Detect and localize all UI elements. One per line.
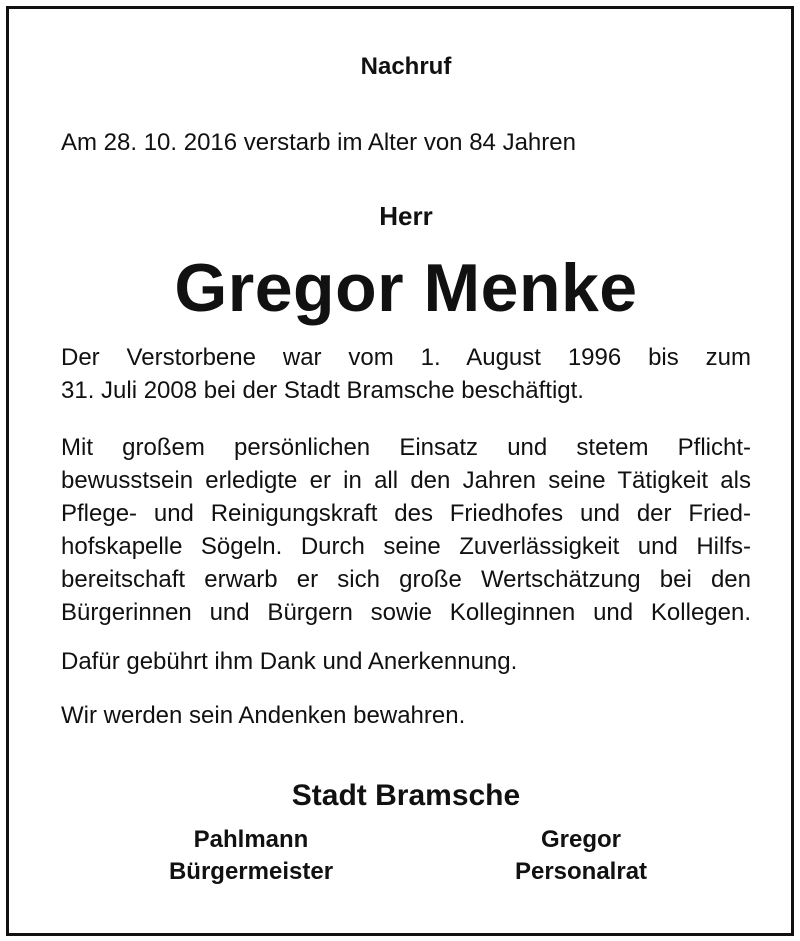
signatory-name: Pahlmann: [193, 826, 309, 853]
paragraph-line: Mit großem persönlichen Einsatz und stetem Pflicht-: [61, 434, 751, 461]
paragraph-line: 31. Juli 2008 bei der Stadt Bramsche beschäftigt.: [61, 377, 584, 404]
obituary-heading: Nachruf: [360, 53, 452, 80]
paragraph-line: hofskapelle Sögeln. Durch seine Zuverlässigkeit und Hilfs-: [61, 533, 751, 560]
remembrance-paragraph: Wir werden sein Andenken bewahren.: [61, 702, 466, 729]
tribute-paragraph: [61, 431, 751, 629]
employment-paragraph: [61, 341, 751, 407]
paragraph-line: bewusstsein erledigte er in all den Jahren seine Tätigkeit als: [61, 467, 751, 494]
signatory-staff-council: [451, 824, 711, 888]
death-notice-line: Am 28. 10. 2016 verstarb im Alter von 84 Jahren: [61, 129, 576, 156]
gratitude-paragraph: Dafür gebührt ihm Dank und Anerkennung.: [61, 648, 518, 675]
signatory-role: Personalrat: [514, 858, 648, 885]
paragraph-line: bereitschaft erwarb er sich große Wertschätzung bei den: [61, 566, 751, 593]
paragraph-line: Der Verstorbene war vom 1. August 1996 bis zum: [61, 344, 751, 371]
deceased-name: Gregor Menke: [174, 250, 638, 326]
organization-name: Stadt Bramsche: [291, 779, 521, 812]
signatory-mayor: [121, 824, 381, 888]
signatory-role: Bürgermeister: [168, 858, 334, 885]
signatory-name: Gregor: [540, 826, 621, 853]
salutation: Herr: [379, 201, 433, 231]
paragraph-line: Pflege- und Reinigungskraft des Friedhofes und der Fried-: [61, 500, 751, 527]
paragraph-line: Bürgerinnen und Bürgern sowie Kolleginnen und Kollegen.: [61, 599, 751, 626]
obituary-frame: [6, 6, 794, 936]
